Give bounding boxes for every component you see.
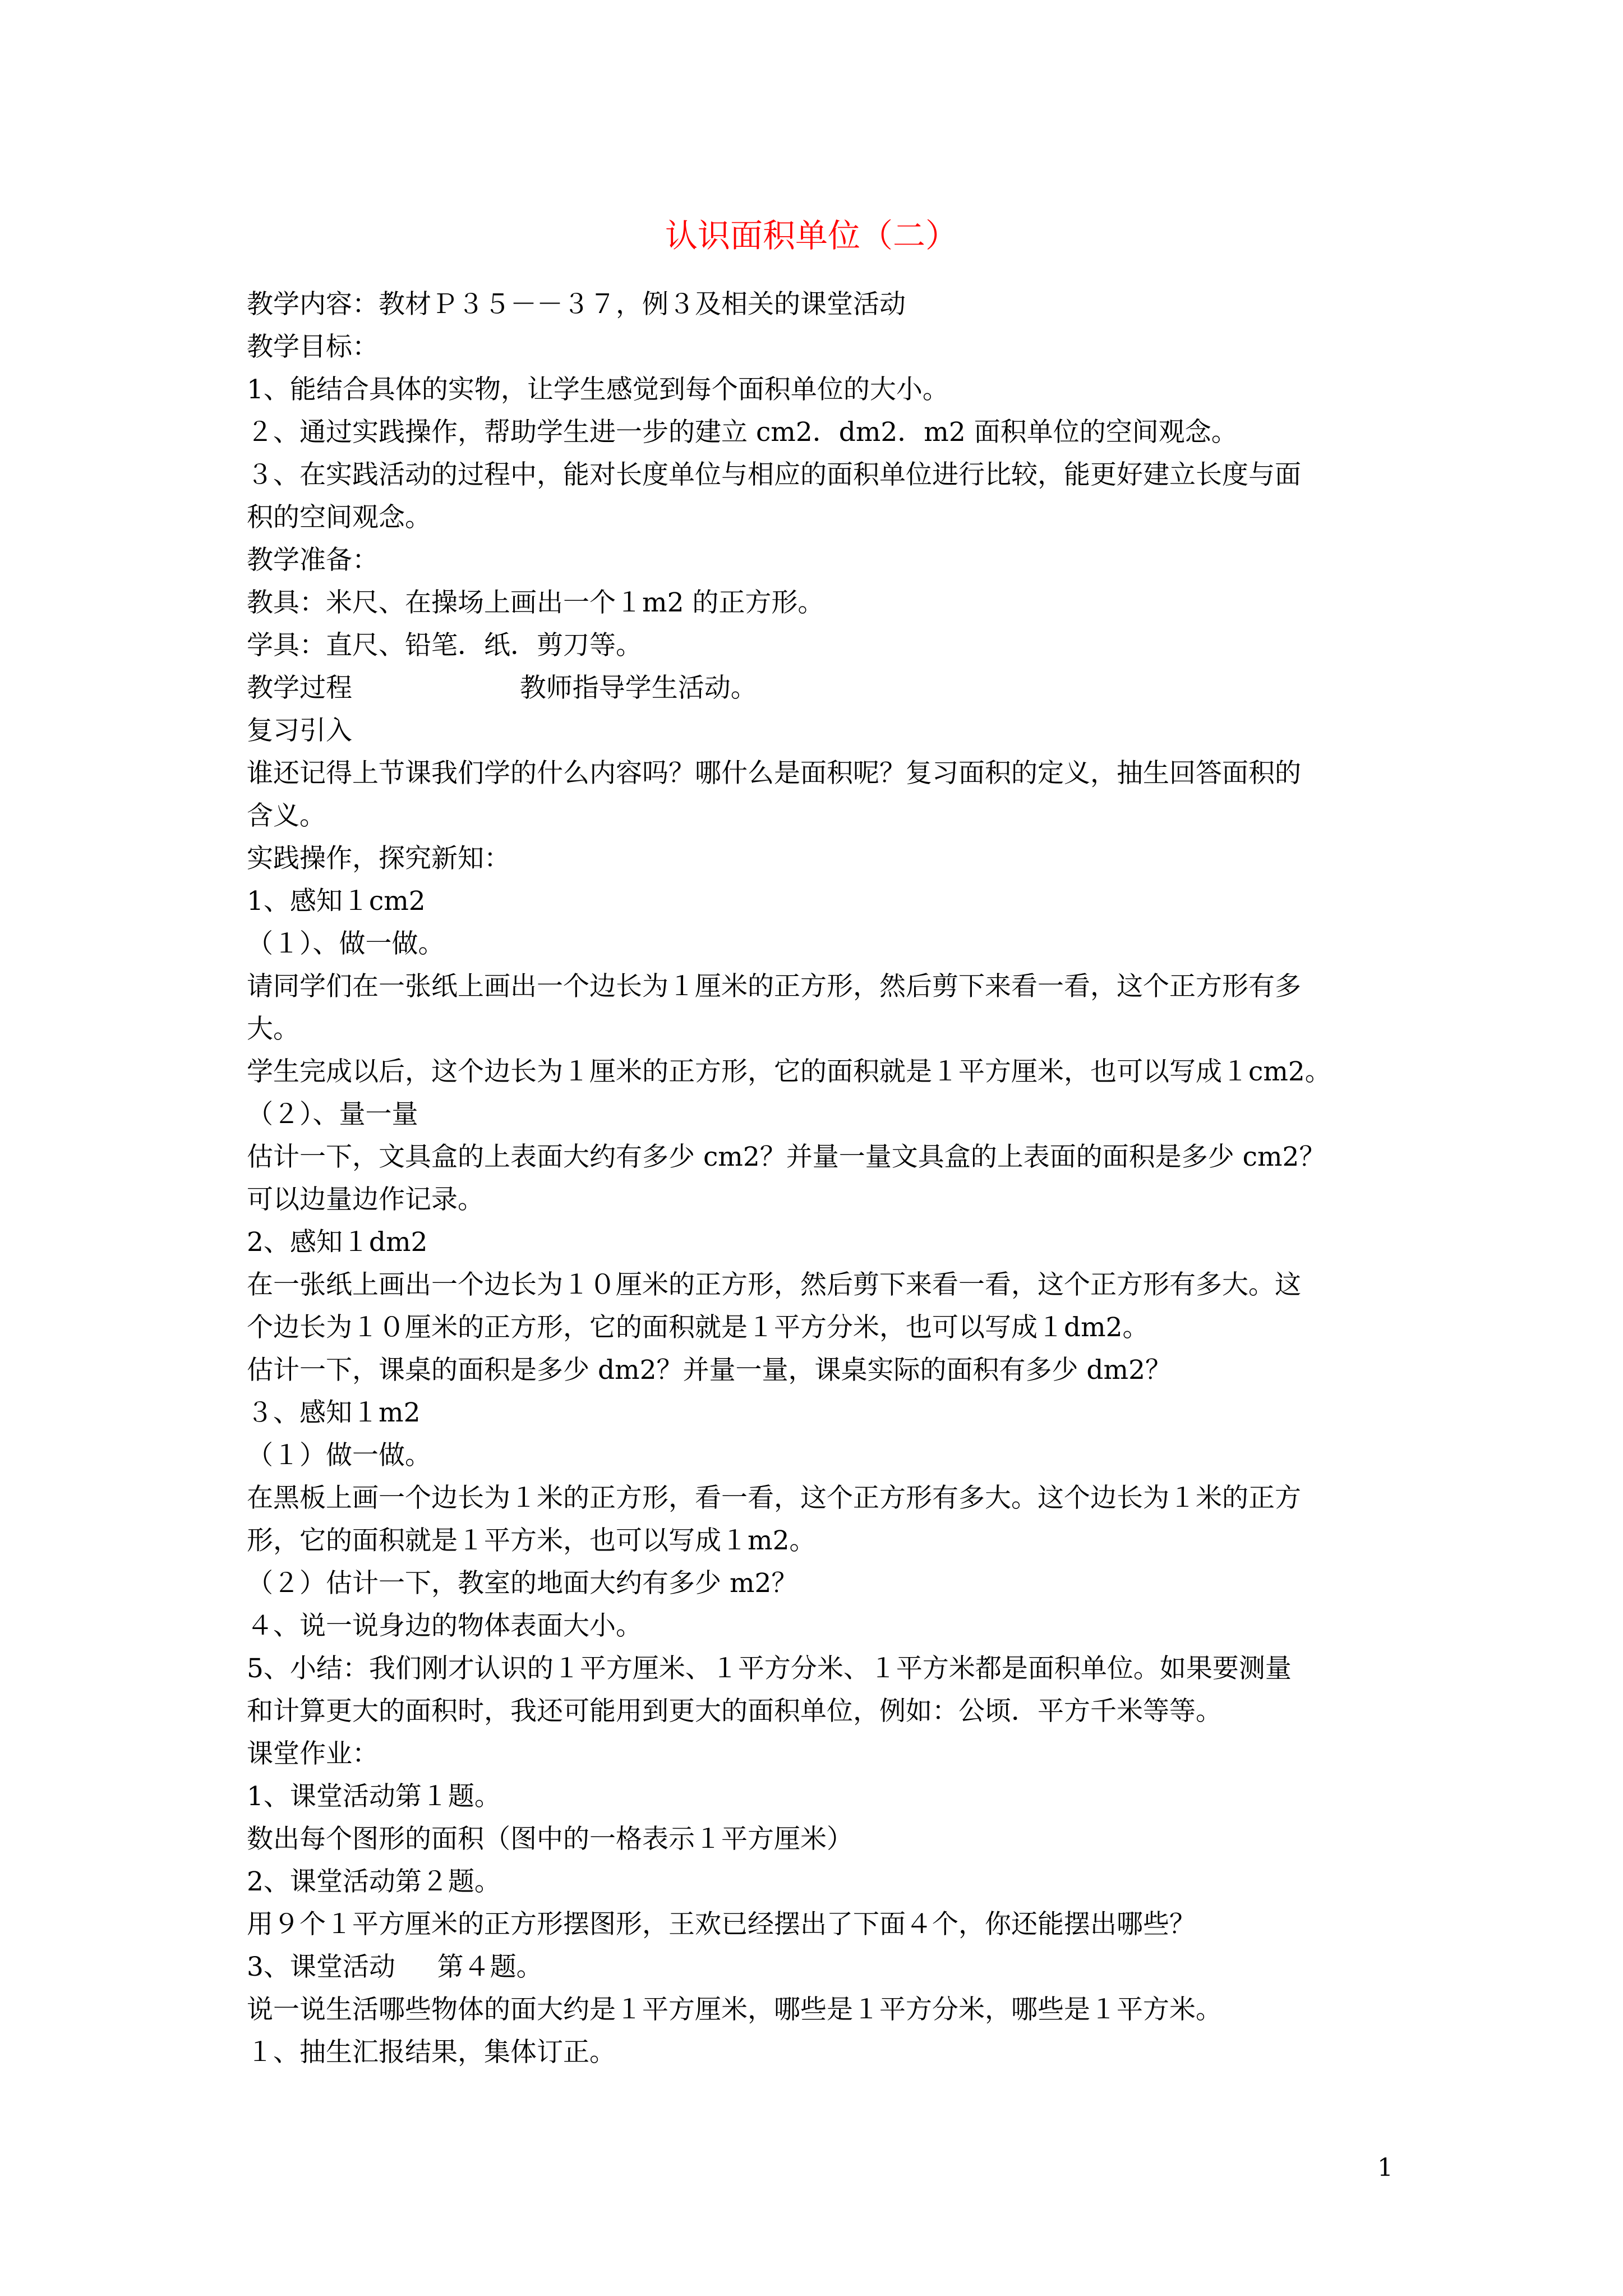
text-line: 说一说生活哪些物体的面大约是１平方厘米，哪些是１平方分米，哪些是１平方米。 <box>247 1994 1222 2025</box>
document-title: 认识面积单位（二） <box>665 217 958 255</box>
text-line: ３、在实践活动的过程中，能对长度单位与相应的面积单位进行比较，能更好建立长度与面 <box>247 459 1301 490</box>
text-line: 估计一下，课桌的面积是多少 dm2？并量一量，课桌实际的面积有多少 dm2？ <box>247 1355 1172 1386</box>
text-line: 可以边量边作记录。 <box>247 1184 484 1215</box>
text-line: 个边长为１０厘米的正方形，它的面积就是１平方分米，也可以写成１dm2。 <box>247 1312 1149 1343</box>
text-line: 5、小结：我们刚才认识的１平方厘米、１平方分米、１平方米都是面积单位。如果要测量 <box>247 1653 1292 1684</box>
text-line: （２）估计一下，教室的地面大约有多少 m2？ <box>247 1568 798 1599</box>
text-line: 复习引入 <box>247 715 352 746</box>
text-line: 教学过程 教师指导学生活动。 <box>247 673 757 703</box>
text-line: 用９个１平方厘米的正方形摆图形，王欢已经摆出了下面４个，你还能摆出哪些？ <box>247 1909 1196 1940</box>
text-line: 学生完成以后，这个边长为１厘米的正方形，它的面积就是１平方厘米，也可以写成１cm2。 <box>247 1056 1331 1087</box>
text-line: ２、通过实践操作，帮助学生进一步的建立 cm2．dm2．m2 面积单位的空间观念。 <box>247 417 1238 448</box>
text-line: （２）、量一量 <box>247 1099 418 1130</box>
text-line: 学具：直尺、铅笔．纸．剪刀等。 <box>247 630 642 661</box>
text-line: 在一张纸上画出一个边长为１０厘米的正方形，然后剪下来看一看，这个正方形有多大。这 <box>247 1269 1301 1300</box>
text-line: 教学内容：教材Ｐ３５－－３７，例３及相关的课堂活动 <box>247 289 906 320</box>
text-line: 1、感知１cm2 <box>247 886 426 917</box>
text-line: 实践操作，探究新知： <box>247 843 510 874</box>
text-line: （１）做一做。 <box>247 1440 431 1471</box>
page-number: 1 <box>1377 2154 1393 2182</box>
text-line: ４、说一说身边的物体表面大小。 <box>247 1611 642 1641</box>
text-line: 在黑板上画一个边长为１米的正方形，看一看，这个正方形有多大。这个边长为１米的正方 <box>247 1483 1301 1513</box>
text-line: 估计一下，文具盒的上表面大约有多少 cm2？并量一量文具盒的上表面的面积是多少 cm2？ <box>247 1142 1326 1172</box>
document-body <box>247 283 1380 2074</box>
text-line: （１）、做一做。 <box>247 928 445 959</box>
text-line: 谁还记得上节课我们学的什么内容吗？哪什么是面积呢？复习面积的定义，抽生回答面积的 <box>247 758 1301 789</box>
text-line: １、抽生汇报结果，集体订正。 <box>247 2037 616 2068</box>
text-line: 1、能结合具体的实物，让学生感觉到每个面积单位的大小。 <box>247 374 949 405</box>
text-line: 积的空间观念。 <box>247 502 431 533</box>
text-line: 教具：米尺、在操场上画出一个１m2 的正方形。 <box>247 587 824 618</box>
text-line: 数出每个图形的面积（图中的一格表示１平方厘米） <box>247 1824 853 1855</box>
text-line: ３、感知１m2 <box>247 1397 421 1428</box>
text-line: 含义。 <box>247 800 326 831</box>
text-line: 教学准备： <box>247 545 379 576</box>
text-line: 2、课堂活动第２题。 <box>247 1866 501 1897</box>
text-line: 大。 <box>247 1014 299 1045</box>
text-line: 请同学们在一张纸上画出一个边长为１厘米的正方形，然后剪下来看一看，这个正方形有多 <box>247 971 1301 1002</box>
text-line: 3、课堂活动 第４题。 <box>247 1952 543 1982</box>
text-line: 课堂作业： <box>247 1738 379 1769</box>
text-line: 和计算更大的面积时，我还可能用到更大的面积单位，例如：公顷．平方千米等等。 <box>247 1696 1222 1727</box>
text-line: 1、课堂活动第１题。 <box>247 1781 501 1812</box>
text-line: 2、感知１dm2 <box>247 1227 428 1258</box>
text-line: 教学目标： <box>247 332 379 362</box>
text-line: 形，它的面积就是１平方米，也可以写成１m2。 <box>247 1525 816 1556</box>
